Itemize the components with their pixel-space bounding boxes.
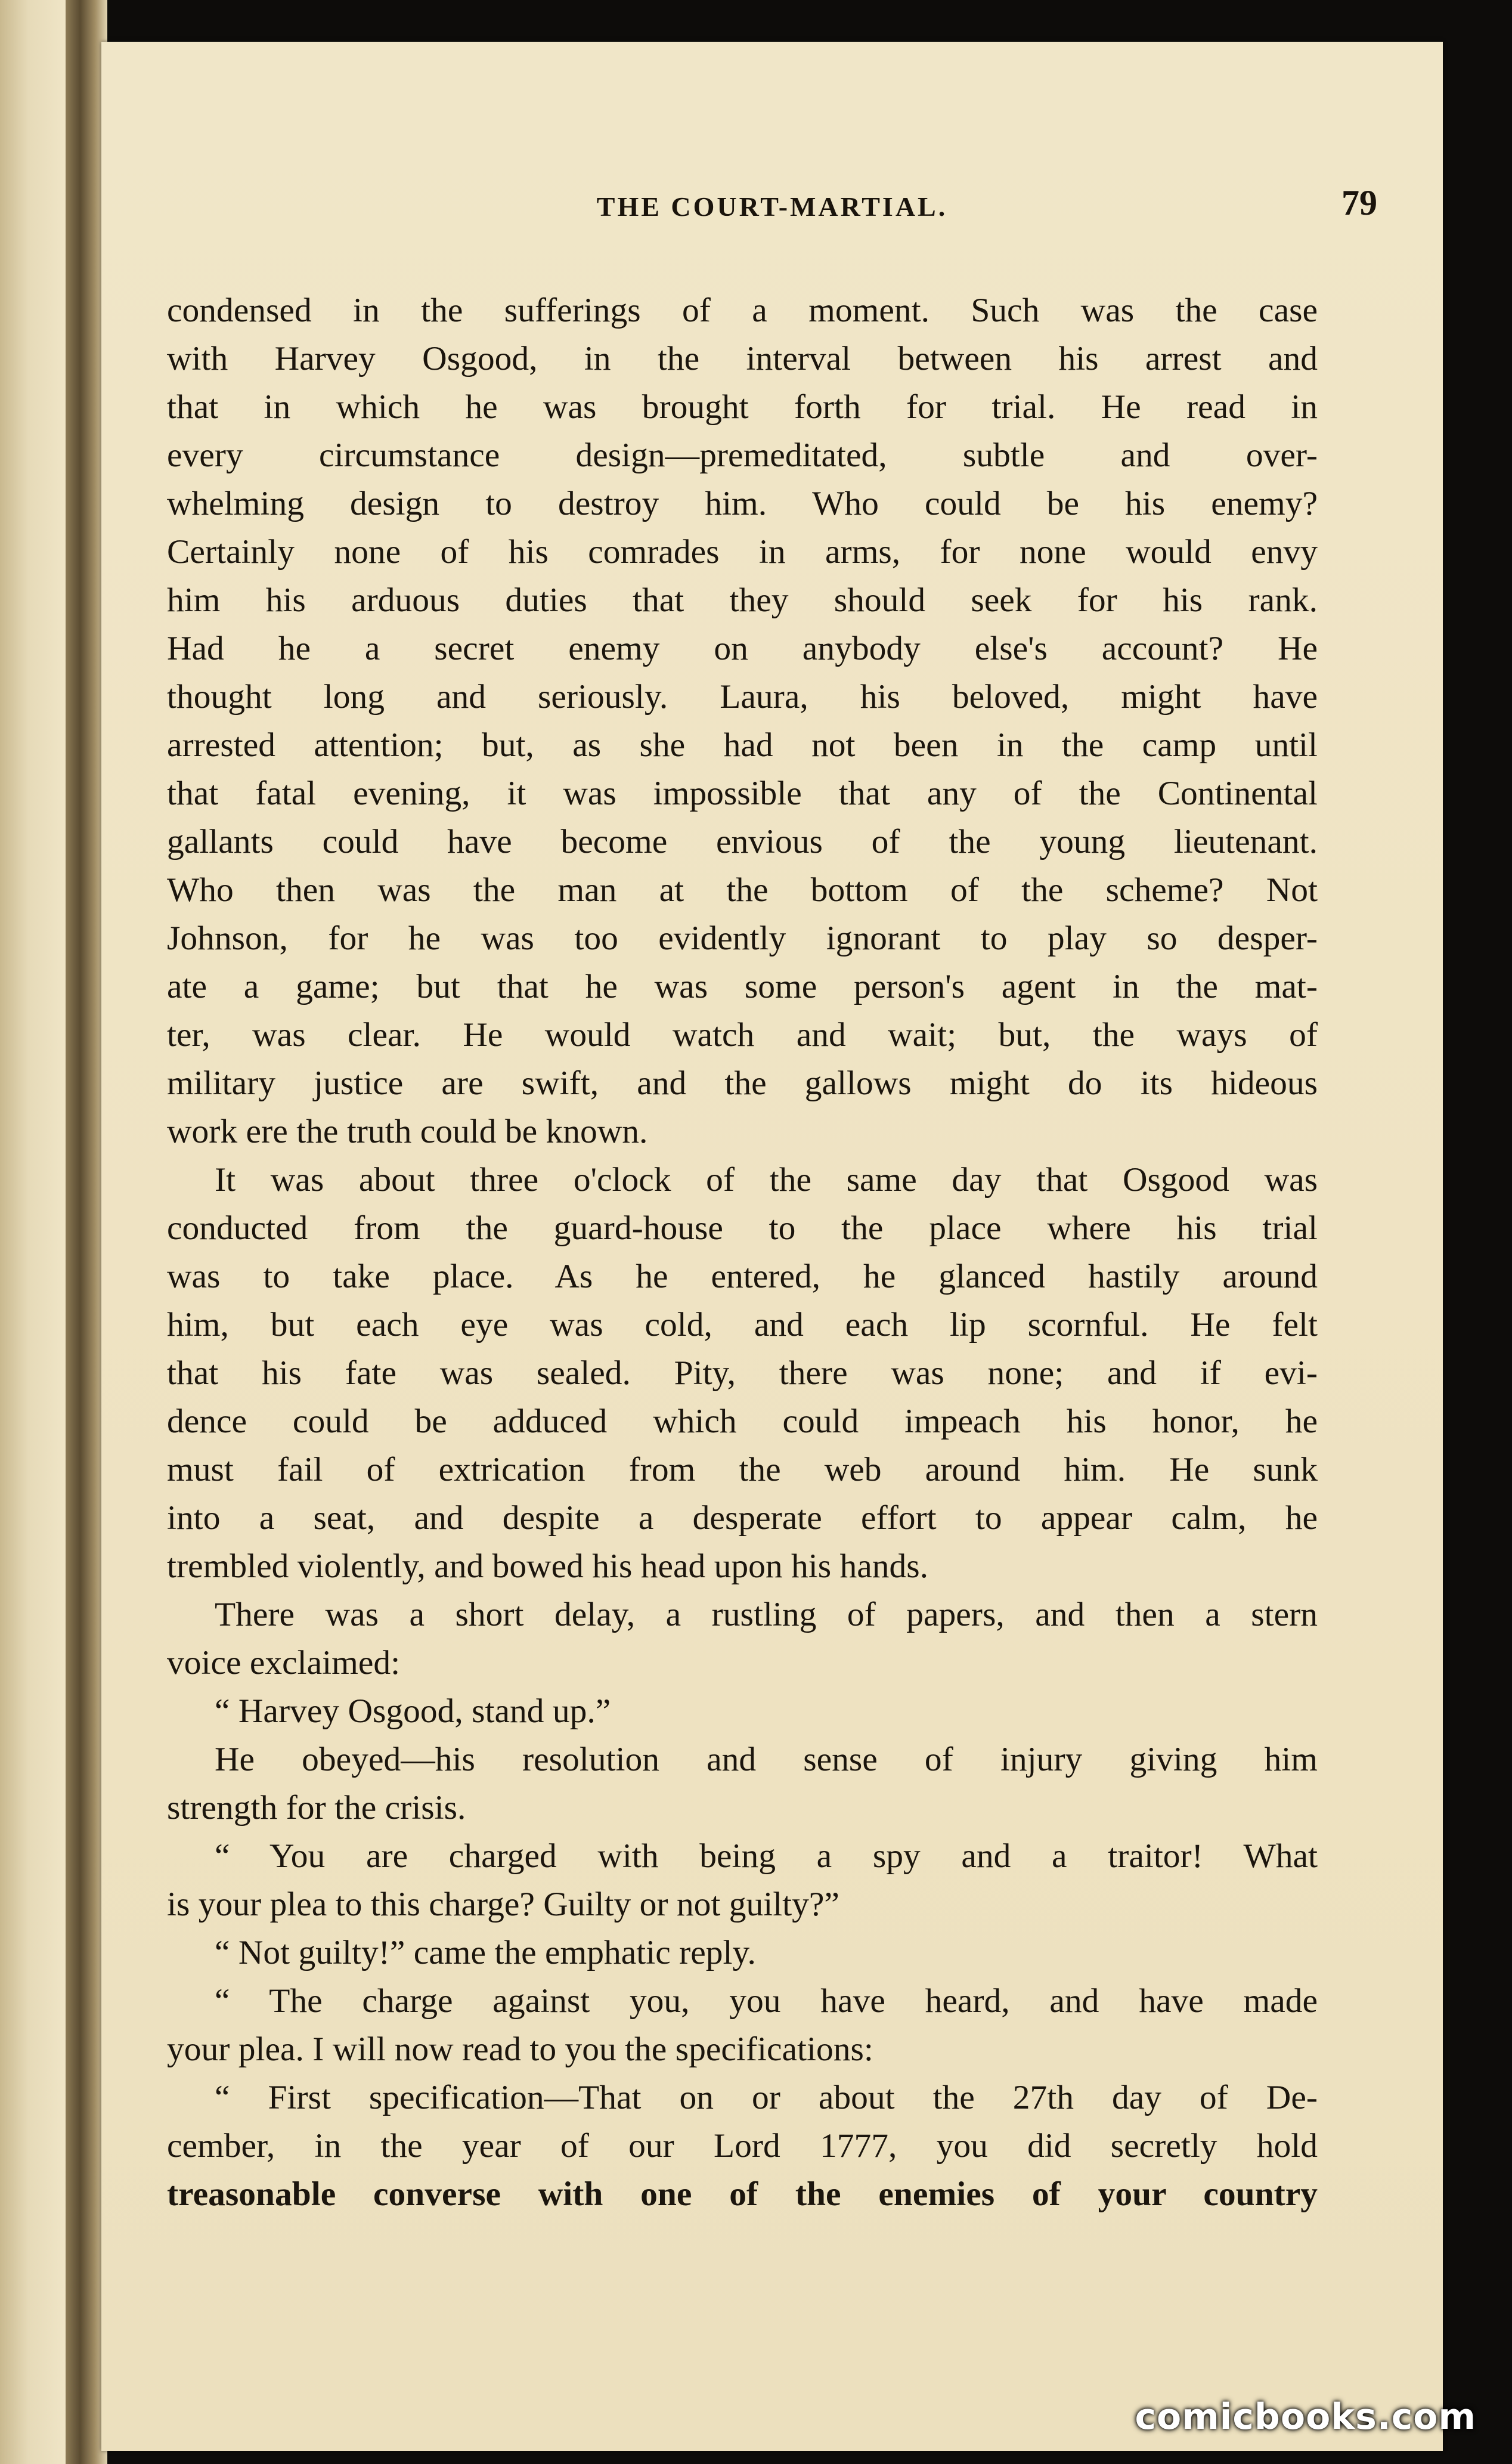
text-line: work ere the truth could be known. (167, 1113, 648, 1150)
facing-page-edge (0, 0, 72, 2464)
text-line: “ First specification—That on or about the 27th day of De- (215, 2079, 1318, 2116)
text-line: military justice are swift, and the gallows might do its hideous (167, 1064, 1318, 1102)
text-line: conducted from the guard-house to the place where his trial (167, 1209, 1318, 1247)
text-line: him, but each eye was cold, and each lip scornful. He felt (167, 1306, 1318, 1344)
body-text (167, 286, 1318, 2218)
text-line: Certainly none of his comrades in arms, for none would envy (167, 533, 1318, 571)
text-line: condensed in the sufferings of a moment. Such was the case (167, 292, 1318, 329)
text-line: gallants could have become envious of the young lieutenant. (167, 823, 1318, 860)
text-line: that in which he was brought forth for trial. He read in (167, 388, 1318, 426)
text-line: It was about three o'clock of the same day that Osgood was (215, 1161, 1318, 1199)
text-line: that fatal evening, it was impossible that any of the Continental (167, 775, 1318, 812)
running-title: THE COURT-MARTIAL. (596, 191, 948, 222)
text-line: ate a game; but that he was some person's agent in the mat- (167, 968, 1318, 1005)
text-line: that his fate was sealed. Pity, there was none; and if evi- (167, 1354, 1318, 1392)
text-line: Who then was the man at the bottom of the scheme? Not (167, 871, 1318, 909)
text-line: with Harvey Osgood, in the interval between his arrest and (167, 340, 1318, 377)
text-line: was to take place. As he entered, he glanced hastily around (167, 1258, 1318, 1295)
text-line: Johnson, for he was too evidently ignorant to play so desper- (167, 920, 1318, 957)
text-line: every circumstance design—premeditated, subtle and over- (167, 437, 1318, 474)
text-line: “ You are charged with being a spy and a traitor! What (215, 1837, 1318, 1875)
text-line: treasonable converse with one of the enemies of your country (167, 2175, 1318, 2213)
page-number: 79 (1341, 183, 1377, 222)
text-line: There was a short delay, a rustling of papers, and then a stern (215, 1596, 1318, 1633)
text-line: ter, was clear. He would watch and wait; but, the ways of (167, 1016, 1318, 1054)
text-line: must fail of extrication from the web around him. He sunk (167, 1451, 1318, 1488)
text-line: dence could be adduced which could impeach his honor, he (167, 1403, 1318, 1440)
text-line: He obeyed—his resolution and sense of injury giving him (215, 1741, 1318, 1778)
text-line: “ The charge against you, you have heard, and have made (215, 1982, 1318, 2020)
text-line: is your plea to this charge? Guilty or not guilty?” (167, 1886, 839, 1923)
text-line: thought long and seriously. Laura, his beloved, might have (167, 678, 1318, 716)
text-line: “ Not guilty!” came the emphatic reply. (215, 1934, 756, 1971)
text-line: “ Harvey Osgood, stand up.” (215, 1692, 611, 1730)
text-line: trembled violently, and bowed his head upon his hands. (167, 1547, 929, 1585)
book-page (101, 42, 1443, 2451)
text-line: arrested attention; but, as she had not been in the camp until (167, 726, 1318, 764)
text-line: voice exclaimed: (167, 1644, 401, 1682)
text-line: your plea. I will now read to you the specifications: (167, 2030, 873, 2068)
text-line: Had he a secret enemy on anybody else's account? He (167, 630, 1318, 667)
text-line: strength for the crisis. (167, 1789, 466, 1827)
text-line: cember, in the year of our Lord 1777, you did secretly hold (167, 2127, 1318, 2165)
page-header (101, 161, 1443, 233)
text-line: whelming design to destroy him. Who could be his enemy? (167, 485, 1318, 522)
text-line: into a seat, and despite a desperate effort to appear calm, he (167, 1499, 1318, 1537)
watermark: comicbooks.com (1135, 2396, 1476, 2438)
text-line: him his arduous duties that they should seek for his rank. (167, 581, 1318, 619)
